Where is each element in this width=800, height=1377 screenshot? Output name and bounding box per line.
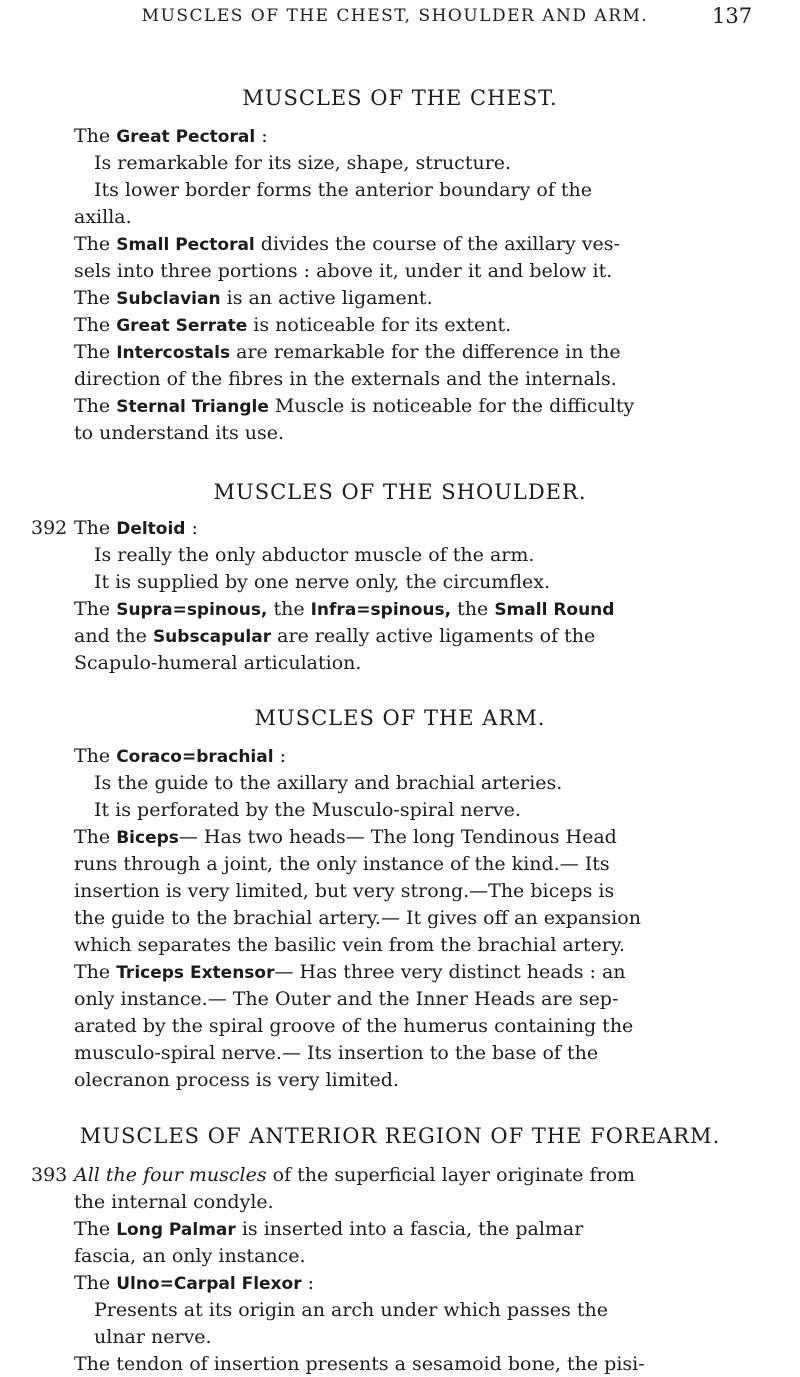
paragraph-number: 393 (31, 1164, 68, 1186)
running-title: MUSCLES OF THE CHEST, SHOULDER AND ARM. (141, 6, 649, 26)
section-heading-chest: MUSCLES OF THE CHEST. (242, 86, 558, 110)
section-heading-shoulder: MUSCLES OF THE SHOULDER. (213, 480, 587, 504)
page-number: 137 (712, 4, 753, 28)
section-heading-arm: MUSCLES OF THE ARM. (254, 706, 546, 730)
book-page: MUSCLES OF THE CHEST, SHOULDER AND ARM. 137 MUSCLES OF THE CHEST. The Great Pectoral : Is remarkable for its size, shape, structure. Its lower border forms the anterior boundary of the axilla. The Small Pectoral divides the course of the axillary ves- sels into three portions : above it, under it and below it. The Subclavian is an active ligament. The Great Serrate is noticeable for its extent. The Intercostals are remarkable for the difference in the direction of the fibres in the externals and the internals. The Sternal Triangle Muscle is noticeable for the difficulty to understand its use. MUSCLES OF THE SHOULDER. 392 The Deltoid : Is really the only abductor muscle of the arm. It is supplied by one nerve only, the circumflex. The Supra=spinous, the Infra=spinous, the Small Round and the Subscapular are really active ligaments of the Scapulo-humeral articulation. MUSCLES OF THE ARM. The Coraco=brachial : Is the guide to the axillary and brachial arteries. It is perforated by the Musculo-spiral nerve. The Biceps— Has two heads— The long Tendinous Head runs through a joint, the only instance of the kind.— Its insertion is very limited, but very strong.—The biceps is the guide to the brachial artery.— It gives off an expansion which separates the basilic vein from the brachial artery. The Triceps Extensor— Has three very distinct heads : an only instance.— The Outer and the Inner Heads are sep- arated by the spiral groove of the humerus containing the musculo-spiral nerve.— Its insertion to the base of the olecranon process is very limited. MUSCLES OF ANTERIOR REGION OF THE FOREARM. 393 All the four muscles of the superficial layer originate from the internal condyle. The Long Palmar is inserted into a fascia, the palmar fascia, an only instance. The Ulno=Carpal Flexor : Presents at its origin an arch under which passes the ulnar nerve. The tendon of insertion presents a sesamoid bone, the pisi- (0, 0, 800, 1366)
paragraph-number: 392 (31, 517, 68, 539)
section-heading-forearm: MUSCLES OF ANTERIOR REGION OF THE FOREARM. (79, 1124, 721, 1148)
